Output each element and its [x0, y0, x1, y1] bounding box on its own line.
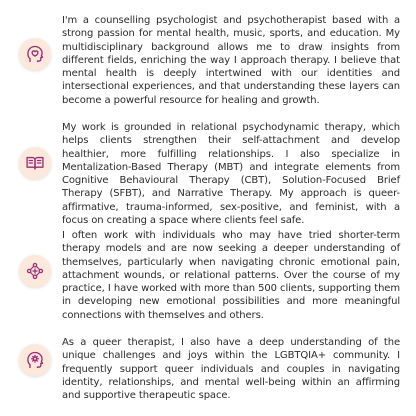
open-book-icon [19, 147, 51, 179]
head-gear-icon [19, 344, 51, 376]
about-paragraph-4: As a queer therapist, I also have a deep understanding of the unique challenges and joys within the LGBTQIA+ community. I frequently support queer individuals and couples in navigating identity, relationships, and mental well-being within an affirming and supportive therapeutic space. [62, 337, 400, 402]
about-paragraph-3: I often work with individuals who may have tried shorter-term therapy models and are now seeking a deeper understanding of themselves, particularly when navigating chronic emotional pain, attachment wounds, or relational patterns. Over the course of my practice, I have worked with more than 500 clients, supporting them in developing new emotional possibilities and more meaningful connections with themselves and others. [62, 230, 400, 321]
about-paragraph-1: I'm a counselling psychologist and psychotherapist based with a strong passion for mental health, music, sports, and education. My multidisciplinary background allows me to draw insights from different fields, enriching the way I approach therapy. I believe that mental health is deeply intertwined with our identities and intersectional experiences, and that understanding these layers can become a powerful resource for healing and growth. [62, 15, 400, 106]
people-network-icon [19, 255, 51, 287]
about-paragraph-2: My work is grounded in relational psychodynamic therapy, which helps clients strengthen their self-attachment and develop healthier, more fulfilling relationships. I also specialize in Mentalization-Based Therapy (MBT) and integrate elements from Cognitive Behavioural Therapy (CBT), Solution-Focused Brief Therapy (SFBT), and Narrative Therapy. My approach is queer-affirmative, trauma-informed, sex-positive, and feminist, with a focus on creating a space where clients feel safe. [62, 122, 400, 227]
head-heart-icon [19, 38, 51, 70]
